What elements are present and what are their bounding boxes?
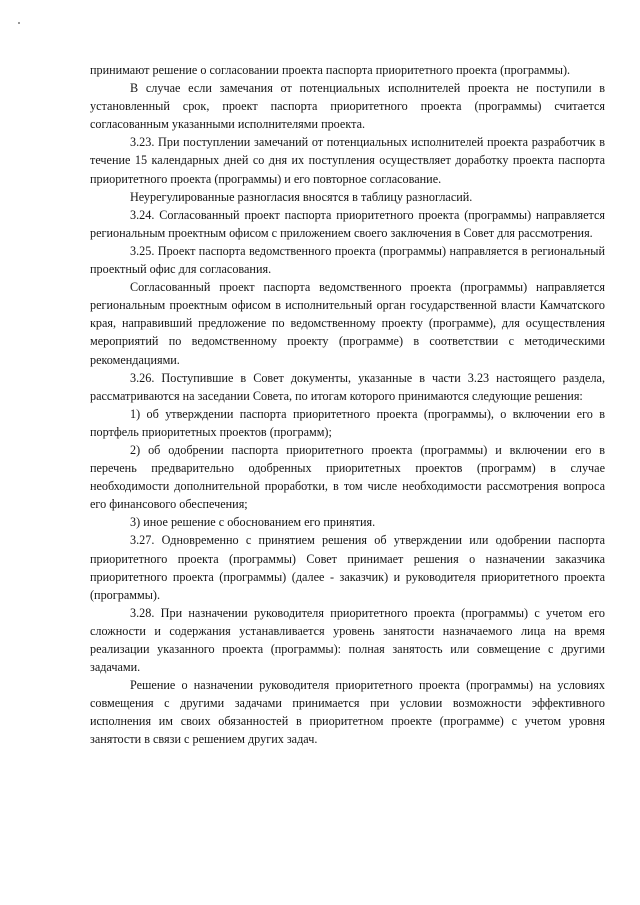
paragraph-3-28: 3.28. При назначении руководителя приоритетного проекта (программы) с учетом его сложности и содержания устанавливается уровень занятости назначаемого лица на время реализации указанного проекта (программы): полная занятость или совмещение с другими задачами. [90,605,605,675]
paragraph-no-comments: В случае если замечания от потенциальных исполнителей проекта не поступили в установленный срок, проект паспорта приоритетного проекта (программы) считается согласованным указанными исполнителями проекта. [90,81,605,132]
paragraph-3-24: 3.24. Согласованный проект паспорта приоритетного проекта (программы) направляется региональным проектным офисом с приложением своего заключения в Совет для рассмотрения. [90,207,605,240]
document-body [90,61,605,749]
paragraph-3-23: 3.23. При поступлении замечаний от потенциальных исполнителей проекта разработчик в течение 15 календарных дней со дня их поступления осуществляет доработку проекта паспорта приоритетного проекта (программы) и его повторное согласование. [90,135,605,186]
paragraph-3-26: 3.26. Поступившие в Совет документы, указанные в части 3.23 настоящего раздела, рассматриваются на заседании Совета, по итогам которого принимаются следующие решения: [90,370,605,403]
list-item-2: 2) об одобрении паспорта приоритетного проекта (программы) и включении его в перечень предварительно одобренных приоритетных проектов (программ) в случае необходимости дополнительной проработки, в том числе необходимости рассмотрения вопроса его финансового обеспечения; [90,442,605,512]
paragraph-continuation: принимают решение о согласовании проекта паспорта приоритетного проекта (программы). [90,63,571,77]
list-item-3: 3) иное решение с обоснованием его принятия. [130,515,376,530]
paragraph-3-25: 3.25. Проект паспорта ведомственного проекта (программы) направляется в региональный проектный офис для согласования. [90,243,605,277]
paragraph-appointment-decision: Решение о назначении руководителя приоритетного проекта (программы) на условиях совмещения с другими задачами принимается при условии возможности эффективного исполнения им своих обязанностей в приоритетном проекте (программе) с учетом уровня занятости в связи с решением других задач. [90,678,605,747]
paragraph-disagreements: Неурегулированные разногласия вносятся в таблицу разногласий. [130,189,473,204]
paragraph-3-27: 3.27. Одновременно с принятием решения об утверждении или одобрении паспорта приоритетного проекта (программы) Совет принимает решения о назначении заказчика приоритетного проекта (программы) (далее - заказчик) и руководителя приоритетного проекта (программы). [90,533,605,602]
paragraph-agreed-departmental: Согласованный проект паспорта ведомственного проекта (программы) направляется региональным проектным офисом в исполнительный орган государственной власти Камчатского края, направивший предложение по ведомственному проекту (программе), для осуществления мероприятий по ведомственному проекту (программе) в соответствии с методическими рекомендациями. [90,280,605,367]
scan-speck [18,22,20,24]
list-item-1: 1) об утверждении паспорта приоритетного проекта (программы), о включении его в портфель приоритетных проектов (программ); [90,406,605,439]
